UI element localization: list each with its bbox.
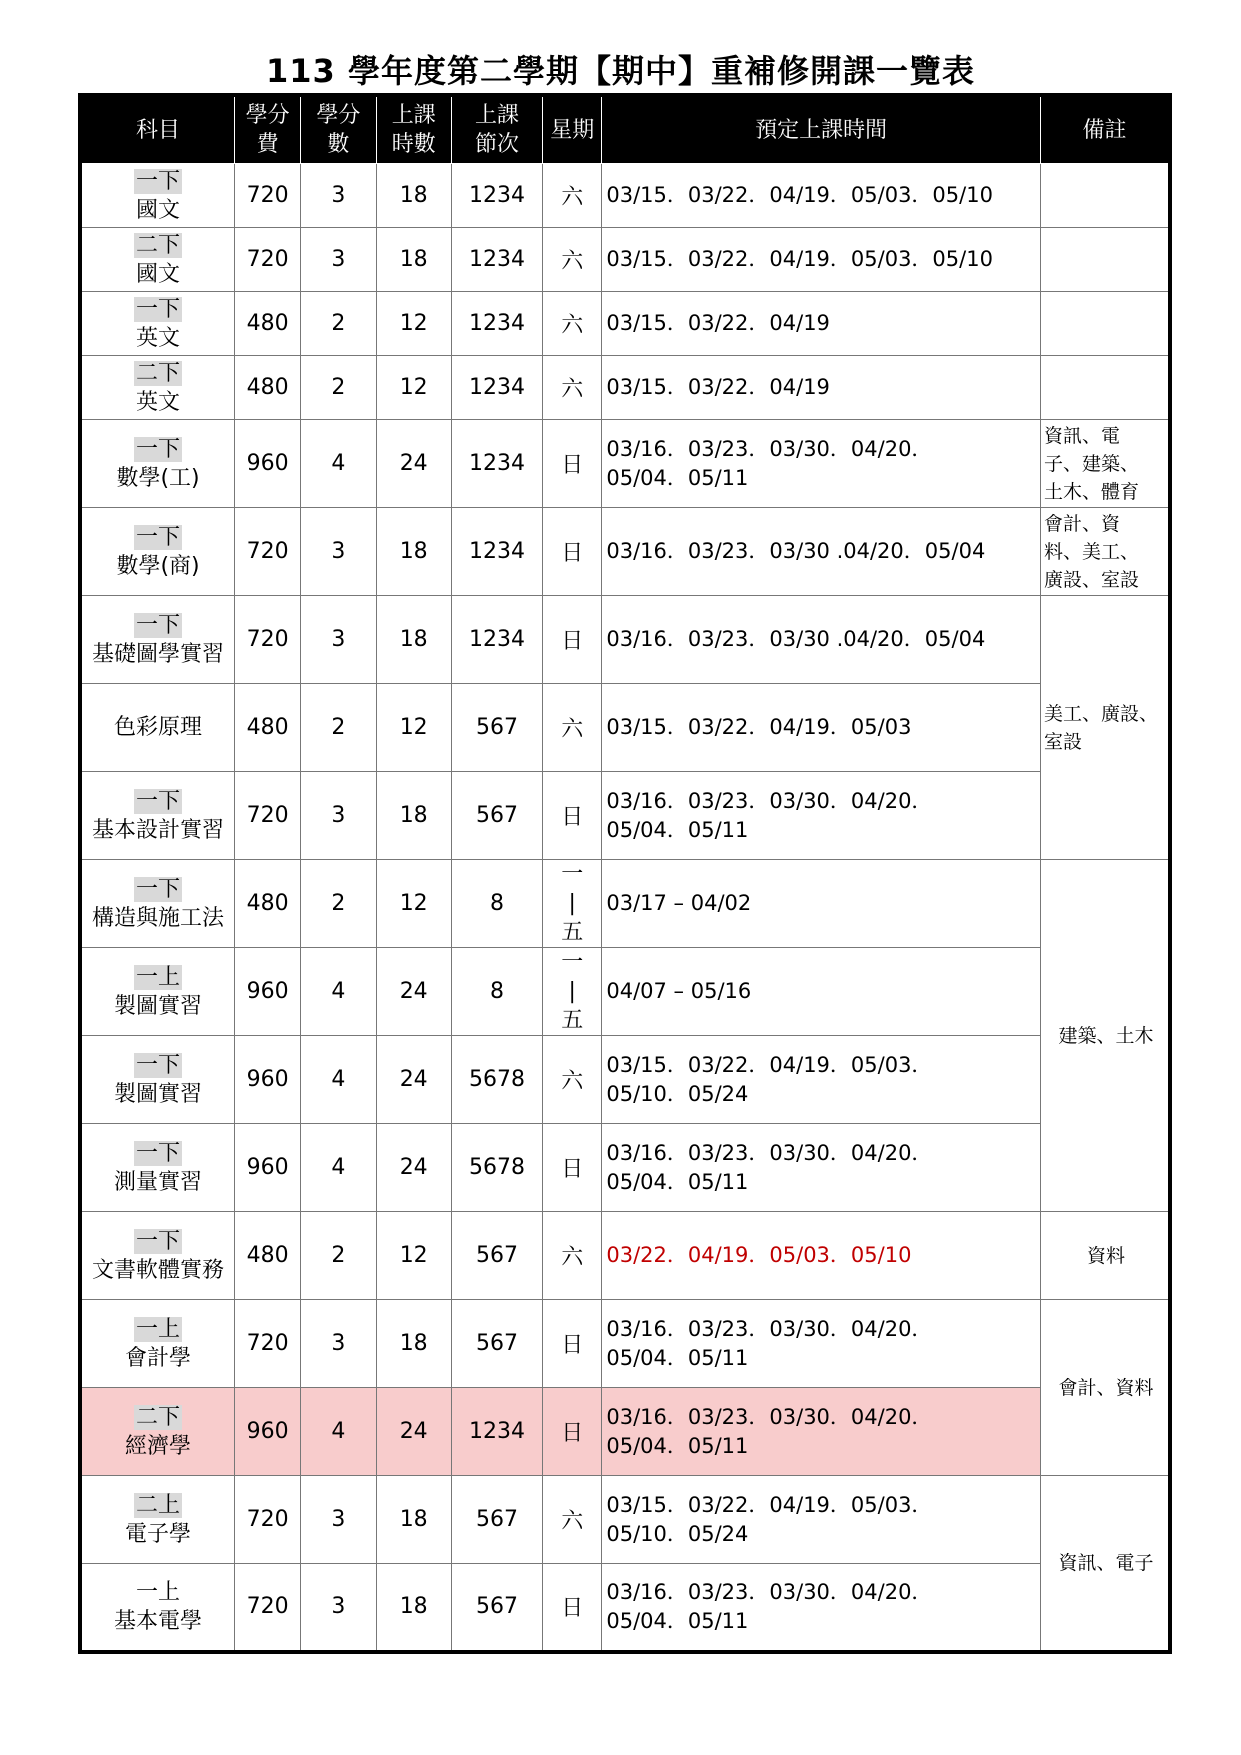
credits-cell: 4	[301, 1036, 376, 1124]
fee-cell: 480	[235, 860, 301, 948]
weekday-cell: 日	[543, 1564, 602, 1652]
weekday-cell: 六	[543, 292, 602, 356]
periods-cell: 1234	[451, 292, 542, 356]
subject-cell	[80, 356, 235, 420]
note-cell	[1040, 356, 1170, 420]
grade-label: 一下	[136, 524, 181, 550]
schedule-cell: 03/15．03/22．04/19．05/03．05/10	[602, 164, 1041, 228]
subject-name: 英文	[136, 389, 181, 415]
credits-cell: 3	[301, 596, 376, 684]
hours-cell: 12	[376, 292, 451, 356]
weekday-cell: 日	[543, 772, 602, 860]
periods-cell: 1234	[451, 596, 542, 684]
table-row	[80, 948, 1170, 1036]
table-row	[80, 164, 1170, 228]
subject-name: 英文	[136, 325, 181, 351]
subject-cell	[80, 596, 235, 684]
subject-name: 國文	[136, 197, 181, 223]
hours-cell: 24	[376, 1388, 451, 1476]
grade-label: 二下	[136, 360, 181, 386]
weekday-cell: 六	[543, 356, 602, 420]
subject-cell	[80, 860, 235, 948]
subject-name: 文書軟體實務	[92, 1257, 225, 1283]
periods-cell: 567	[451, 684, 542, 772]
table-row	[80, 860, 1170, 948]
header-periods: 上課 節次	[451, 95, 542, 164]
subject-cell	[80, 1388, 235, 1476]
subject-name: 會計學	[125, 1345, 192, 1371]
fee-cell: 720	[235, 1476, 301, 1564]
hours-cell: 18	[376, 596, 451, 684]
subject-cell	[80, 684, 235, 772]
periods-cell: 1234	[451, 420, 542, 508]
credits-cell: 3	[301, 164, 376, 228]
subject-name: 經濟學	[125, 1433, 192, 1459]
table-row	[80, 292, 1170, 356]
weekday-cell: 一 | 五	[543, 860, 602, 948]
fee-cell: 720	[235, 508, 301, 596]
weekday-cell: 日	[543, 1388, 602, 1476]
hours-cell: 12	[376, 860, 451, 948]
fee-cell: 720	[235, 228, 301, 292]
subject-name: 構造與施工法	[92, 905, 225, 931]
credits-cell: 3	[301, 1564, 376, 1652]
subject-cell	[80, 228, 235, 292]
schedule-cell: 03/15．03/22．04/19．05/03． 05/10．05/24	[602, 1036, 1041, 1124]
subject-cell	[80, 1036, 235, 1124]
subject-cell	[80, 1564, 235, 1652]
note-cell-merged: 美工、廣設、 室設	[1040, 596, 1170, 860]
hours-cell: 12	[376, 684, 451, 772]
schedule-cell: 03/17 – 04/02	[602, 860, 1041, 948]
fee-cell: 960	[235, 1388, 301, 1476]
weekday-cell: 一 | 五	[543, 948, 602, 1036]
subject-name: 國文	[136, 261, 181, 287]
weekday-cell: 六	[543, 1036, 602, 1124]
weekday-cell: 日	[543, 508, 602, 596]
subject-name: 數學(工)	[116, 465, 200, 491]
credits-cell: 2	[301, 860, 376, 948]
weekday-cell: 六	[543, 164, 602, 228]
schedule-cell: 03/16．03/23．03/30．04/20． 05/04．05/11	[602, 1564, 1041, 1652]
hours-cell: 24	[376, 420, 451, 508]
subject-name: 基本設計實習	[92, 817, 225, 843]
grade-label: 二上	[136, 1492, 181, 1518]
periods-cell: 1234	[451, 228, 542, 292]
credits-cell: 4	[301, 420, 376, 508]
subject-cell	[80, 1212, 235, 1300]
schedule-cell: 03/16．03/23．03/30．04/20． 05/04．05/11	[602, 1388, 1041, 1476]
table-row	[80, 1036, 1170, 1124]
weekday-cell: 六	[543, 1212, 602, 1300]
note-cell-merged: 會計、資料	[1040, 1300, 1170, 1476]
subject-cell	[80, 420, 235, 508]
schedule-cell: 03/16．03/23．03/30．04/20． 05/04．05/11	[602, 1124, 1041, 1212]
credits-cell: 4	[301, 1124, 376, 1212]
fee-cell: 480	[235, 356, 301, 420]
table-row	[80, 228, 1170, 292]
subject-cell	[80, 292, 235, 356]
grade-label: 一上	[136, 1316, 181, 1342]
schedule-cell: 03/15．03/22．04/19．05/03	[602, 684, 1041, 772]
subject-name: 數學(商)	[116, 553, 200, 579]
periods-cell: 1234	[451, 356, 542, 420]
grade-label: 一下	[136, 612, 181, 638]
credits-cell: 2	[301, 1212, 376, 1300]
schedule-cell: 03/16．03/23．03/30 .04/20．05/04	[602, 596, 1041, 684]
subject-cell	[80, 508, 235, 596]
page-title: 113 學年度第二學期【期中】重補修開課一覽表	[266, 52, 975, 90]
weekday-cell: 六	[543, 684, 602, 772]
subject-name: 電子學	[125, 1521, 192, 1547]
credits-cell: 4	[301, 948, 376, 1036]
header-subject: 科目	[80, 95, 235, 164]
periods-cell: 567	[451, 1300, 542, 1388]
course-table	[78, 93, 1172, 1654]
hours-cell: 18	[376, 228, 451, 292]
schedule-cell: 03/15．03/22．04/19	[602, 292, 1041, 356]
table-row	[80, 772, 1170, 860]
weekday-cell: 六	[543, 228, 602, 292]
hours-cell: 18	[376, 508, 451, 596]
schedule-cell: 03/16．03/23．03/30．04/20． 05/04．05/11	[602, 772, 1041, 860]
subject-name: 基本電學	[114, 1608, 203, 1634]
periods-cell: 567	[451, 1212, 542, 1300]
grade-label: 一下	[136, 1228, 181, 1254]
subject-name: 色彩原理	[114, 715, 203, 740]
grade-label: 一上	[136, 1579, 181, 1605]
header-fee: 學分 費	[235, 95, 301, 164]
credits-cell: 3	[301, 1476, 376, 1564]
weekday-cell: 日	[543, 420, 602, 508]
hours-cell: 18	[376, 1564, 451, 1652]
hours-cell: 24	[376, 1124, 451, 1212]
weekday-cell: 日	[543, 596, 602, 684]
fee-cell: 720	[235, 772, 301, 860]
schedule-cell: 03/16．03/23．03/30 .04/20．05/04	[602, 508, 1041, 596]
grade-label: 一下	[136, 436, 181, 462]
schedule-cell: 03/22．04/19．05/03．05/10	[602, 1212, 1041, 1300]
periods-cell: 5678	[451, 1124, 542, 1212]
grade-label: 一下	[136, 168, 181, 194]
hours-cell: 24	[376, 1036, 451, 1124]
table-row	[80, 1300, 1170, 1388]
table-row	[80, 1476, 1170, 1564]
subject-name: 製圖實習	[114, 993, 203, 1019]
hours-cell: 18	[376, 1300, 451, 1388]
schedule-cell: 03/16．03/23．03/30．04/20． 05/04．05/11	[602, 1300, 1041, 1388]
hours-cell: 18	[376, 772, 451, 860]
note-cell: 會計、資 料、美工、 廣設、室設	[1040, 508, 1170, 596]
subject-cell	[80, 1476, 235, 1564]
fee-cell: 720	[235, 164, 301, 228]
credits-cell: 2	[301, 292, 376, 356]
weekday-cell: 六	[543, 1476, 602, 1564]
credits-cell: 3	[301, 772, 376, 860]
fee-cell: 480	[235, 292, 301, 356]
schedule-cell: 03/15．03/22．04/19．05/03． 05/10．05/24	[602, 1476, 1041, 1564]
subject-cell	[80, 772, 235, 860]
table-row	[80, 356, 1170, 420]
periods-cell: 1234	[451, 164, 542, 228]
table-row	[80, 1212, 1170, 1300]
weekday-cell: 日	[543, 1300, 602, 1388]
note-cell: 資料	[1040, 1212, 1170, 1300]
note-cell	[1040, 228, 1170, 292]
hours-cell: 18	[376, 1476, 451, 1564]
schedule-cell: 03/15．03/22．04/19．05/03．05/10	[602, 228, 1041, 292]
periods-cell: 8	[451, 860, 542, 948]
fee-cell: 960	[235, 1036, 301, 1124]
grade-label: 一下	[136, 1140, 181, 1166]
schedule-cell: 03/15．03/22．04/19	[602, 356, 1041, 420]
grade-label: 一下	[136, 788, 181, 814]
credits-cell: 3	[301, 508, 376, 596]
fee-cell: 720	[235, 1564, 301, 1652]
fee-cell: 720	[235, 596, 301, 684]
hours-cell: 12	[376, 356, 451, 420]
table-row	[80, 420, 1170, 508]
subject-name: 測量實習	[114, 1169, 203, 1195]
note-cell	[1040, 164, 1170, 228]
credits-cell: 2	[301, 684, 376, 772]
note-cell: 資訊、電 子、建築、 土木、體育	[1040, 420, 1170, 508]
table-row-highlighted	[80, 1388, 1170, 1476]
fee-cell: 720	[235, 1300, 301, 1388]
header-row	[80, 95, 1170, 164]
fee-cell: 480	[235, 1212, 301, 1300]
subject-name: 製圖實習	[114, 1081, 203, 1107]
credits-cell: 3	[301, 1300, 376, 1388]
table-row	[80, 1124, 1170, 1212]
weekday-cell: 日	[543, 1124, 602, 1212]
table-row	[80, 596, 1170, 684]
table-row	[80, 1564, 1170, 1652]
grade-label: 二下	[136, 1404, 181, 1430]
note-cell-merged: 資訊、電子	[1040, 1476, 1170, 1652]
header-schedule: 預定上課時間	[602, 95, 1041, 164]
grade-label: 一下	[136, 1052, 181, 1078]
periods-cell: 8	[451, 948, 542, 1036]
periods-cell: 1234	[451, 1388, 542, 1476]
periods-cell: 567	[451, 772, 542, 860]
grade-label: 一下	[136, 296, 181, 322]
subject-cell	[80, 1300, 235, 1388]
table-row	[80, 508, 1170, 596]
note-cell-merged: 建築、土木	[1040, 860, 1170, 1212]
grade-label: 一下	[136, 876, 181, 902]
hours-cell: 18	[376, 164, 451, 228]
periods-cell: 1234	[451, 508, 542, 596]
subject-cell	[80, 948, 235, 1036]
fee-cell: 480	[235, 684, 301, 772]
header-hours: 上課 時數	[376, 95, 451, 164]
grade-label: 一上	[136, 964, 181, 990]
periods-cell: 567	[451, 1564, 542, 1652]
hours-cell: 24	[376, 948, 451, 1036]
header-weekday: 星期	[543, 95, 602, 164]
fee-cell: 960	[235, 948, 301, 1036]
credits-cell: 3	[301, 228, 376, 292]
subject-cell	[80, 1124, 235, 1212]
fee-cell: 960	[235, 1124, 301, 1212]
credits-cell: 4	[301, 1388, 376, 1476]
subject-cell	[80, 164, 235, 228]
header-credits: 學分 數	[301, 95, 376, 164]
note-cell	[1040, 292, 1170, 356]
fee-cell: 960	[235, 420, 301, 508]
table-row	[80, 684, 1170, 772]
hours-cell: 12	[376, 1212, 451, 1300]
subject-name: 基礎圖學實習	[92, 641, 225, 667]
grade-label: 二下	[136, 232, 181, 258]
periods-cell: 567	[451, 1476, 542, 1564]
credits-cell: 2	[301, 356, 376, 420]
schedule-cell: 03/16．03/23．03/30．04/20． 05/04．05/11	[602, 420, 1041, 508]
schedule-cell: 04/07 – 05/16	[602, 948, 1041, 1036]
periods-cell: 5678	[451, 1036, 542, 1124]
header-note: 備註	[1040, 95, 1170, 164]
